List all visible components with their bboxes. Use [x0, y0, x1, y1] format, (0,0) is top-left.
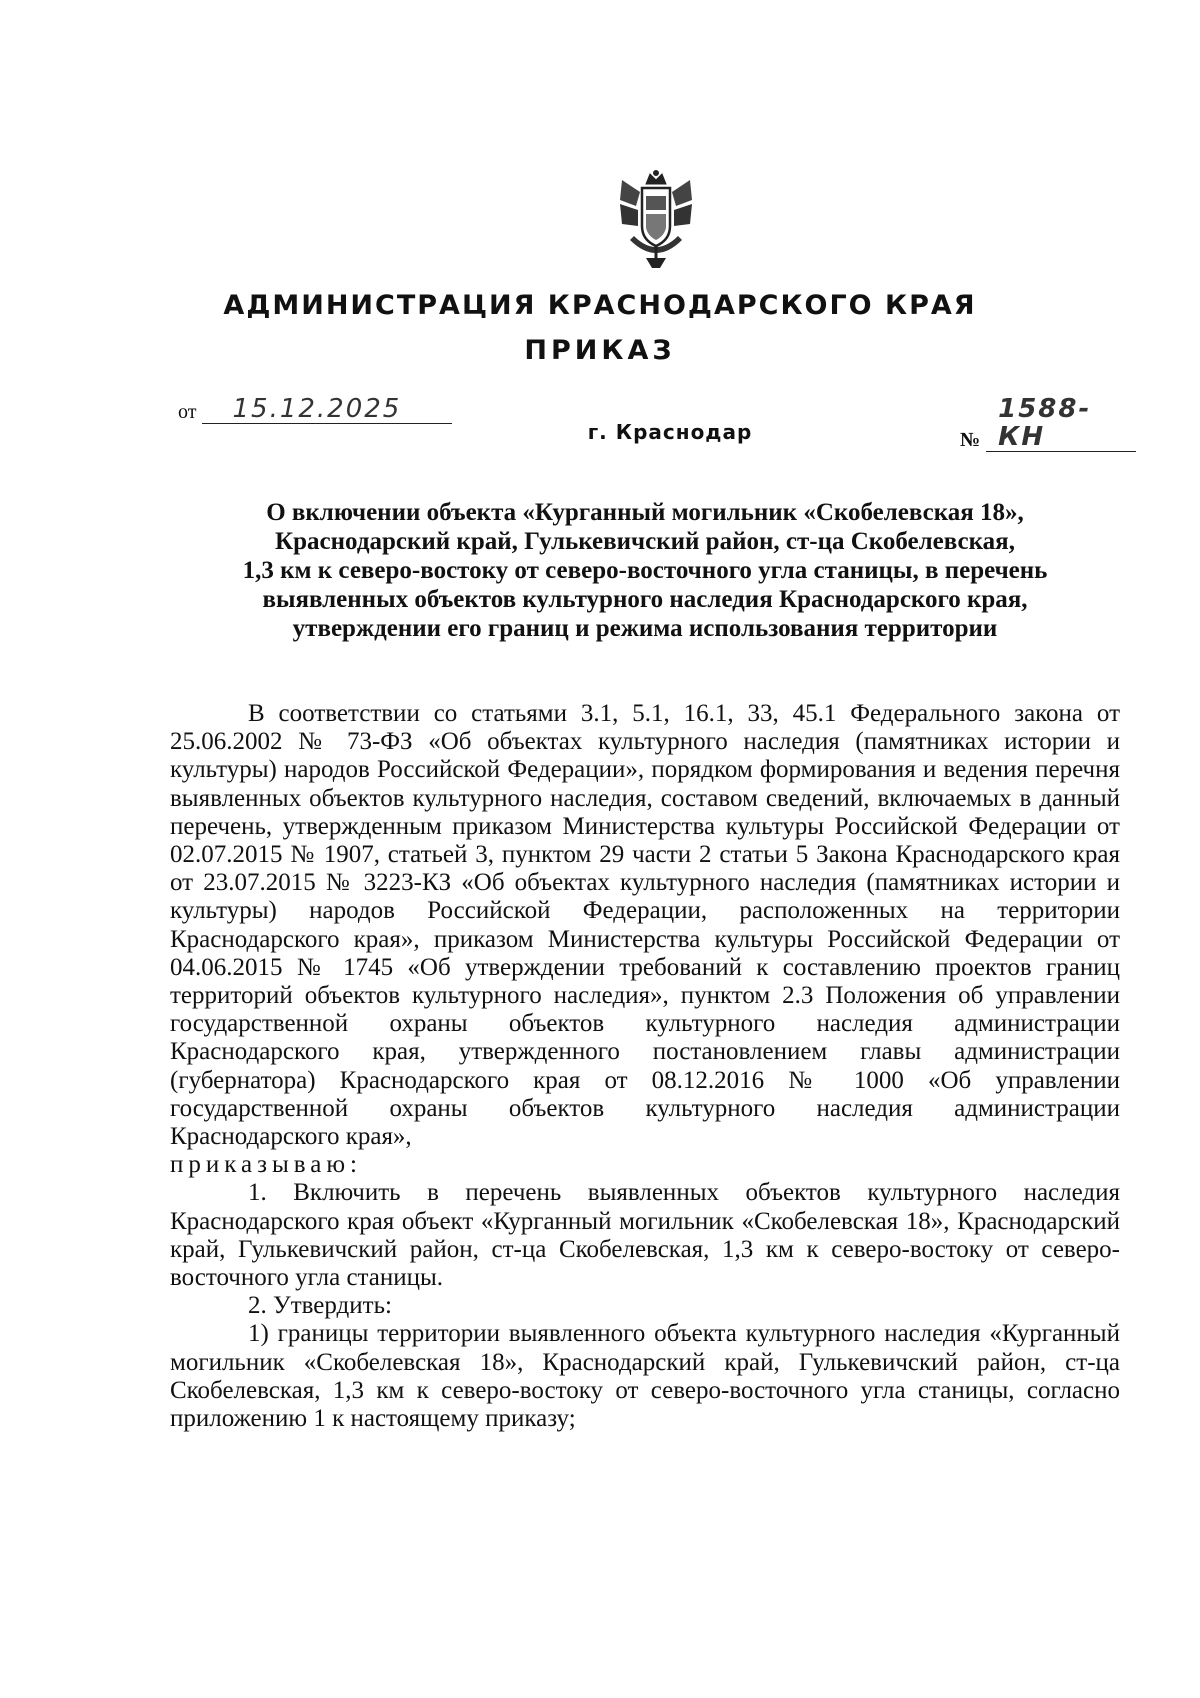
- subject-line: Краснодарский край, Гулькевичский район, ст-ца Скобелевская,: [275, 528, 1015, 555]
- subject-line: 1,3 км к северо-востоку от северо-восточного угла станицы, в перечень: [242, 557, 1048, 584]
- document-type: ПРИКАЗ: [524, 335, 676, 366]
- document-subject: [195, 498, 1095, 643]
- item-2-1-paragraph: 1) границы территории выявленного объекта культурного наследия «Курганный могильник «Скобелевская 18», Краснодарский край, Гулькевичский район, ст-ца Скобелевская, 1,3 км к северо-востоку от северо-восточного угла станицы, согласно приложению 1 к настоящему приказу;: [170, 1320, 1120, 1433]
- number-value: 1588-КН: [986, 395, 1136, 452]
- date-value: 15.12.2025: [202, 395, 452, 424]
- date-label: от: [178, 401, 197, 423]
- subject-line: утверждении его границ и режима использования территории: [292, 615, 998, 642]
- number-field: [960, 395, 1136, 452]
- coat-of-arms-icon: [616, 170, 696, 270]
- subject-line: выявленных объектов культурного наследия Краснодарского края,: [262, 586, 1028, 613]
- order-word-text: приказываю:: [170, 1151, 362, 1179]
- order-word: [170, 1151, 1120, 1179]
- city: г. Краснодар: [587, 420, 753, 444]
- preamble-paragraph: В соответствии со статьями 3.1, 5.1, 16.1, 33, 45.1 Федерального закона от 25.06.2002 № 73-ФЗ «Об объектах культурного наследия (памятниках истории и культуры) народов Российской Федерации», порядком формирования и ведения перечня выявленных объектов культурного наследия, составом сведений, включаемых в данный перечень, утвержденным приказом Министерства культуры Российской Федерации от 02.07.2015 № 1907, статьей 3, пунктом 29 части 2 статьи 5 Закона Краснодарского края от 23.07.2015 № 3223-КЗ «Об объектах культурного наследия (памятниках истории и культуры) народов Российской Федерации, расположенных на территории Краснодарского края», приказом Министерства культуры Российской Федерации от 04.06.2015 № 1745 «Об утверждении требований к составлению проектов границ территорий объектов культурного наследия», пунктом 2.3 Положения об управлении государственной охраны объектов культурного наследия администрации Краснодарского края, утвержденного постановлением главы администрации (губернатора) Краснодарского края от 08.12.2016 № 1000 «Об управлении государственной охраны объектов культурного наследия администрации Краснодарского края»,: [170, 700, 1120, 1151]
- item-1-paragraph: 1. Включить в перечень выявленных объектов культурного наследия Краснодарского края объект «Курганный могильник «Скобелевская 18», Краснодарский край, Гулькевичский район, ст-ца Скобелевская, 1,3 км к северо-востоку от северо-восточного угла станицы.: [170, 1179, 1120, 1292]
- subject-line: О включении объекта «Курганный могильник «Скобелевская 18»,: [266, 499, 1024, 526]
- item-2-paragraph: 2. Утвердить:: [248, 1292, 392, 1320]
- number-label: №: [960, 429, 981, 451]
- document-body: [170, 700, 1120, 1433]
- organization-title: АДМИНИСТРАЦИЯ КРАСНОДАРСКОГО КРАЯ: [223, 290, 977, 321]
